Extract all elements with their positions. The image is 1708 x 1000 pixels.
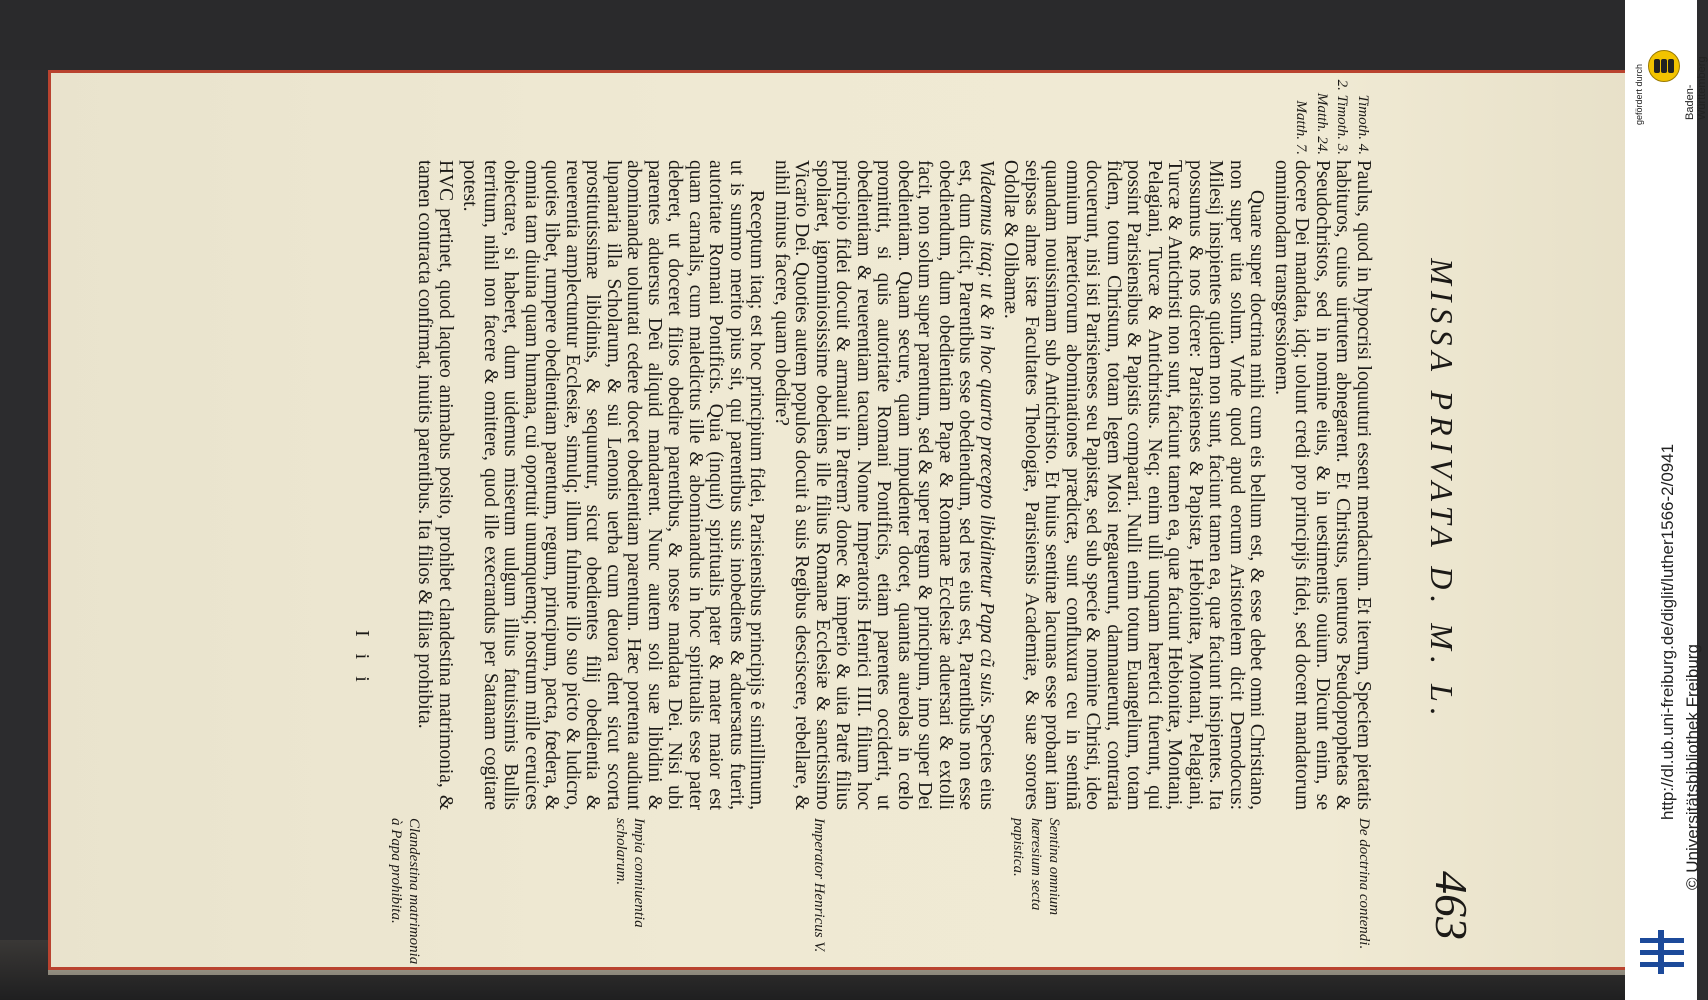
margin-note-right: Imperator Henricus V. (811, 818, 827, 953)
margin-note: 2. Timoth. 3. (1334, 79, 1351, 155)
margin-note-right: Impia conniuentia scholarum. (613, 818, 647, 928)
scan-background-top (0, 0, 1625, 70)
paragraph: HVC pertinet, quod laqueo animabus posito, prohibet clandestina matrimonia, & tamen contracta confirmat, inuitis parentibus. Ita filios & filias prohibita. (414, 160, 456, 810)
copyright-notice (1683, 560, 1703, 890)
margin-note: Matth. 24. (1314, 92, 1330, 155)
running-head: MISSA PRIVATA D. M. L. (1424, 258, 1460, 722)
margin-note: Matth. 7. (1293, 100, 1310, 155)
source-url-text: http://dl.ub.uni-freiburg.de/diglit/luther1566-2/0941 (1658, 443, 1677, 820)
page-content (48, 70, 1638, 970)
paragraph: Paulus, quod in hypocrisi loquuturi essent mendacium. Et iterum, Speciem pietatis habituros, cuius uirtutem abnegarent. Et Christus, uenturos Pseudoprophetas & Pseudochristos, sed in nomine eius, & in uestimentis ouium. Dicunt enim, se docere Dei mandata, idq; uolunt credi pro principijs fidei, sed docent mandatorum omnimodam transgressionem. (1271, 160, 1374, 810)
section-paragraph (771, 160, 997, 810)
funder-caption: gefördert durch (1634, 63, 1644, 125)
paragraph: Receptum itaq; est hoc principium fidei, Parisiensibus principijs ẽ simillimum, ut is summo merito pius sit, qui parentibus suis inobediens & aduersatus fuerit, autoritate Romani Pontificis. Quia (inquit) spiritualis pater & mater maior est quam carnalis, cum maledictus ille & abominandus in hoc spiritualis esse pater deberet, ut doceret filios obedire parentibus, & nosse mandata Dei. Nisi ubi parentes aduersus Deũ aliquid mandarent. Nunc autem soli suæ libidini & abominandæ uoluntati cedere docet obedientiam parentum. Hæc portenta audiunt lupanaria illa Scholarum, & sui Lenonis uerba cum deuora dent sicut scorta prostitutissimæ libidinis, & sequuntur, sicut obedientes filij obedientia & reuerentia amplectuntur Ecclesiæ, simulq; illum fulmine illo suo picto & ludicro, quoties libet, rumpere obedientiam parentum, regum, principum, pacta, fœdera, & omnia tam diuina quam humana, cui oportuit unumquemq; nostrum mille ceruices obiectare, si haberet, dum uidemus miserum uulgum illius fatuissimis Bullis territum, nihil non facere & omittere, quod ille execrandus per Satanam cogitare potest. (459, 160, 768, 810)
source-url[interactable] (1658, 360, 1678, 820)
funder-name: Baden-Württemberg (1684, 56, 1708, 120)
book-page (48, 70, 1638, 970)
page-number: 463 (1426, 871, 1477, 940)
baden-wuerttemberg-coat-of-arms-icon (1648, 50, 1680, 82)
paragraph-text: Species eius est, dum dicit, Parentibus esse obediendum, sed res eius est, Parentibus non esse obediendum, dum obedientiam Papæ & Romanæ Ecclesiæ aduersari & extolli facit, non solum super parentum, sed & super regum & principum, imo super Dei obedientiam. Quam secure, quam impudenter docet, quantas aureolas in cœlo promittit, si quis autoritate Romani Pontificis, etiam parentes occiderit, ut obedientiam & reuerentiam tacuam. Nonne Imperatoris Henrici IIII. filium hoc principio fidei docuit & armauit in Patrem? donec & imperio & uita Patrẽ filius spoliaret, ignominiosissime obediens ille filius Romanæ Ecclesiæ & sanctissimo Vicario Dei. Quoties autem populos docuit à suis Regibus desciscere, rebellare, & nihil minus facere, quam obedire? (771, 160, 997, 810)
margin-note-right: De doctrina contendi. (1356, 818, 1372, 950)
section-title: Videamus itaq; ut & in hoc quarto præcepto libidinetur Papa cũ suis. (976, 160, 997, 709)
copyright-text: © Universitätsbibliothek Freiburg (1683, 644, 1702, 890)
margin-note-right: Sentina omnium hæresium secta papistica. (1010, 818, 1062, 916)
left-margin-notes (1291, 70, 1373, 155)
margin-note-right: Clandestina matrimonia à Papa prohibita. (388, 818, 422, 965)
signature-mark: I i i (351, 630, 373, 688)
page-header (1418, 180, 1478, 940)
university-library-logo-icon (1640, 930, 1684, 974)
main-text (410, 160, 1373, 810)
margin-note: Timoth. 4. (1355, 94, 1371, 155)
paragraph: Quare super doctrina mihi cum eis bellum est, & esse debet omni Christiano, non super uita solum. Vnde quod apud eorum Aristotelem dicit Demodocus: Milesij insipientes quidem non sunt, faciunt tamen ea, quæ faciunt insipientes. Ita possumus & nos dicere: Parisienses & Papistæ, Hebionitæ, Montani, Pelagiani, Turcæ & Antichristi non sunt, faciunt tamen ea, quæ faciunt Hebionitæ, Montani, Pelagiani, Turcæ & Antichristus. Neq; enim ulli unquam hæretici fuerunt, qui possint Parisiensibus & Papistis comparari. Nulli enim totum Euangelium, totam fidem, totum Christum, totam legem Mosi negauerunt, damnauerunt, contraria docuerunt, nisi isti Parisienses seu Papistæ, sed sub specie & nomine Christi, ideo omnium hæreticorum abominationes prædictæ, sunt confluxura ceu in sentinã quandam nouissimam sub Antichristo. Et huius sentinæ lacunas esse probant iam seipsas almæ istæ Facultates Theologiæ, Parisiensis Academiæ, & suæ sorores Odollæ & Olibamæ. (1000, 160, 1268, 810)
